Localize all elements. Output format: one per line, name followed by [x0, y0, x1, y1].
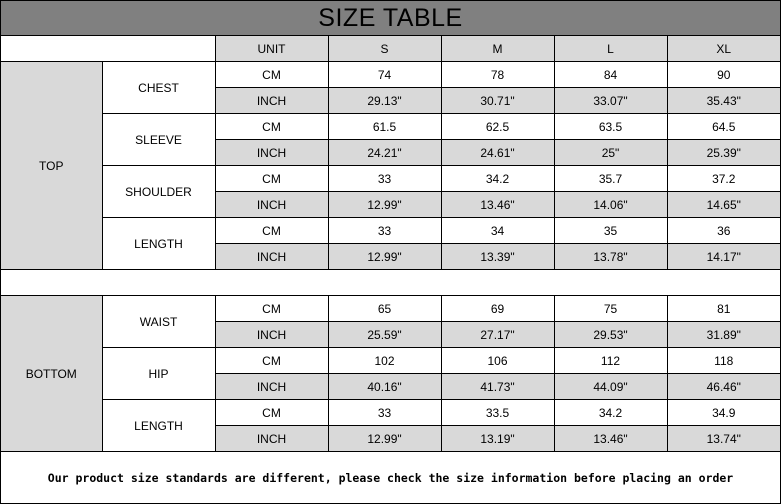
value-cell: 35: [554, 218, 667, 244]
measurement-label: WAIST: [102, 296, 215, 348]
value-cell: 106: [441, 348, 554, 374]
value-cell: 62.5: [441, 114, 554, 140]
value-cell: 29.53": [554, 322, 667, 348]
unit-cell: CM: [215, 114, 328, 140]
value-cell: 40.16": [328, 374, 441, 400]
footer-note: Our product size standards are different, please check the size information before placing an order: [47, 471, 734, 485]
value-cell: 31.89": [667, 322, 780, 348]
value-cell: 14.65": [667, 192, 780, 218]
table-row: [1, 166, 780, 192]
value-cell: 12.99": [328, 426, 441, 452]
header-size-m: M: [441, 36, 554, 62]
measurement-label: SLEEVE: [102, 114, 215, 166]
value-cell: 33: [328, 400, 441, 426]
unit-cell: INCH: [215, 244, 328, 270]
value-cell: 24.61": [441, 140, 554, 166]
unit-cell: CM: [215, 348, 328, 374]
value-cell: 90: [667, 62, 780, 88]
value-cell: 33.5: [441, 400, 554, 426]
value-cell: 36: [667, 218, 780, 244]
group-spacer-row: [1, 270, 780, 296]
value-cell: 112: [554, 348, 667, 374]
unit-cell: INCH: [215, 426, 328, 452]
table-row: [1, 348, 780, 374]
value-cell: 44.09": [554, 374, 667, 400]
value-cell: 65: [328, 296, 441, 322]
value-cell: 84: [554, 62, 667, 88]
value-cell: 34.2: [554, 400, 667, 426]
table-row: [1, 62, 780, 88]
value-cell: 34.9: [667, 400, 780, 426]
unit-cell: INCH: [215, 192, 328, 218]
table-row: [1, 400, 780, 426]
value-cell: 37.2: [667, 166, 780, 192]
header-size-l: L: [554, 36, 667, 62]
value-cell: 27.17": [441, 322, 554, 348]
value-cell: 25": [554, 140, 667, 166]
value-cell: 81: [667, 296, 780, 322]
value-cell: 46.46": [667, 374, 780, 400]
value-cell: 14.06": [554, 192, 667, 218]
value-cell: 64.5: [667, 114, 780, 140]
measurement-label: LENGTH: [102, 400, 215, 452]
value-cell: 35.7: [554, 166, 667, 192]
unit-cell: INCH: [215, 88, 328, 114]
value-cell: 33.07": [554, 88, 667, 114]
unit-cell: CM: [215, 166, 328, 192]
value-cell: 34.2: [441, 166, 554, 192]
unit-cell: CM: [215, 218, 328, 244]
unit-cell: INCH: [215, 140, 328, 166]
value-cell: 13.39": [441, 244, 554, 270]
value-cell: 33: [328, 166, 441, 192]
measurement-label: HIP: [102, 348, 215, 400]
group-label-top: TOP: [1, 62, 102, 270]
value-cell: 13.46": [441, 192, 554, 218]
value-cell: 25.59": [328, 322, 441, 348]
value-cell: 13.74": [667, 426, 780, 452]
header-blank-cell: [1, 36, 215, 62]
value-cell: 102: [328, 348, 441, 374]
spacer-cell: [1, 270, 780, 296]
unit-cell: INCH: [215, 374, 328, 400]
header-row: [1, 36, 780, 62]
value-cell: 12.99": [328, 244, 441, 270]
size-table: [1, 36, 780, 452]
unit-cell: CM: [215, 62, 328, 88]
value-cell: 61.5: [328, 114, 441, 140]
header-size-s: S: [328, 36, 441, 62]
header-unit: UNIT: [215, 36, 328, 62]
measurement-label: CHEST: [102, 62, 215, 114]
unit-cell: INCH: [215, 322, 328, 348]
value-cell: 35.43": [667, 88, 780, 114]
value-cell: 74: [328, 62, 441, 88]
table-row: [1, 114, 780, 140]
group-label-bottom: BOTTOM: [1, 296, 102, 452]
value-cell: 13.19": [441, 426, 554, 452]
table-row: [1, 218, 780, 244]
value-cell: 14.17": [667, 244, 780, 270]
value-cell: 75: [554, 296, 667, 322]
value-cell: 78: [441, 62, 554, 88]
unit-cell: CM: [215, 296, 328, 322]
value-cell: 30.71": [441, 88, 554, 114]
measurement-label: SHOULDER: [102, 166, 215, 218]
value-cell: 12.99": [328, 192, 441, 218]
table-row: [1, 296, 780, 322]
value-cell: 25.39": [667, 140, 780, 166]
value-cell: 33: [328, 218, 441, 244]
value-cell: 69: [441, 296, 554, 322]
value-cell: 63.5: [554, 114, 667, 140]
value-cell: 29.13": [328, 88, 441, 114]
table-title: SIZE TABLE: [1, 1, 780, 36]
value-cell: 13.46": [554, 426, 667, 452]
value-cell: 34: [441, 218, 554, 244]
value-cell: 24.21": [328, 140, 441, 166]
value-cell: 13.78": [554, 244, 667, 270]
value-cell: 118: [667, 348, 780, 374]
unit-cell: CM: [215, 400, 328, 426]
header-size-xl: XL: [667, 36, 780, 62]
measurement-label: LENGTH: [102, 218, 215, 270]
value-cell: 41.73": [441, 374, 554, 400]
